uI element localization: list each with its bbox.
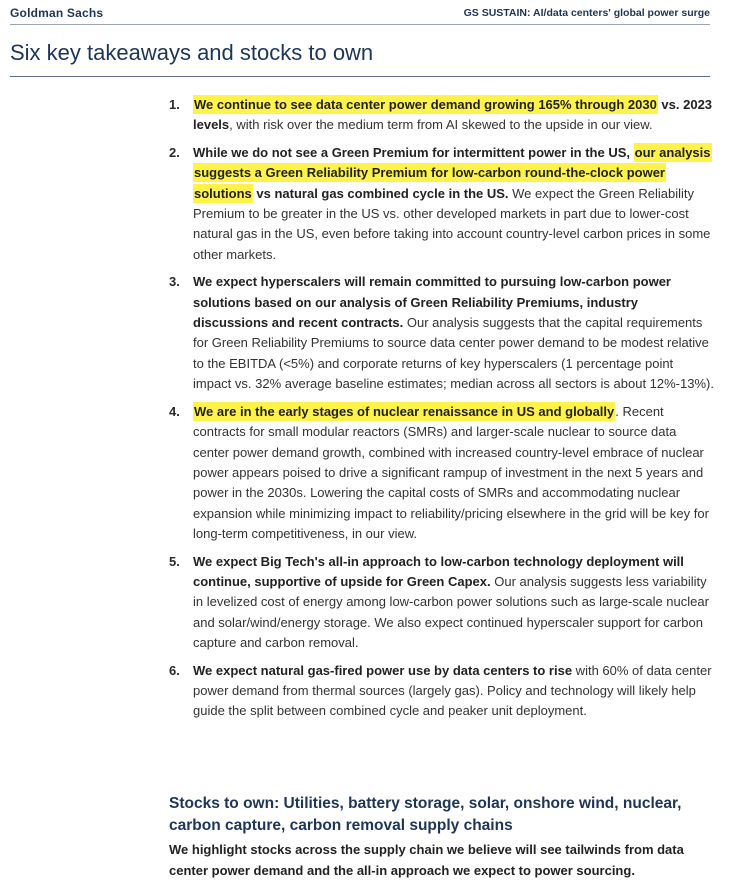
highlighted-text: We continue to see data center power demand growing 165% through 2030 xyxy=(194,97,657,112)
takeaway-body: Our analysis suggests less variability in levelized cost of energy among low-carbon power solutions such as large-scale nuclear and solar/wind/energy storage. We also expect continued hyperscaler support for carbon capture and carbon removal. xyxy=(193,573,709,651)
takeaway-item xyxy=(169,402,714,545)
brand-name: Goldman Sachs xyxy=(10,6,104,20)
takeaway-item xyxy=(169,552,714,654)
title-divider xyxy=(10,76,710,77)
takeaway-lead: We expect hyperscalers will remain committed to pursuing low-carbon power solutions based on our analysis of Green Reliability Premiums, industry discussions and recent contracts. xyxy=(193,274,671,331)
stocks-heading: Stocks to own: Utilities, battery storage, solar, onshore wind, nuclear, carbon capture, carbon removal supply chains xyxy=(169,795,682,834)
takeaway-item xyxy=(169,143,714,265)
page-header xyxy=(10,0,710,25)
takeaway-body: with 60% of data center power demand from thermal sources (largely gas). Policy and technology will likely help guide the split between combined cycle and peaker unit deployment. xyxy=(193,662,712,719)
takeaway-lead-continued: vs natural gas combined cycle in the US. xyxy=(252,185,509,201)
takeaways-list xyxy=(169,95,714,729)
takeaway-body: We expect the Green Reliability Premium to be greater in the US vs. other developed markets in part due to lower-cost natural gas in the US, even before taking into account country-level carbon prices in some other markets. xyxy=(193,185,711,262)
takeaway-number: 2. xyxy=(169,144,180,160)
stocks-section xyxy=(169,793,714,881)
takeaway-body: , with risk over the medium term from AI skewed to the upside in our view. xyxy=(229,117,653,133)
takeaway-lead: We expect Big Tech's all-in approach to low-carbon technology deployment will continue, supportive of upside for Green Capex. xyxy=(193,553,684,589)
stocks-body: We highlight stocks across the supply chain we believe will see tailwinds from data center power demand and the all-in approach we expect to power sourcing. xyxy=(169,842,684,878)
highlighted-text: We are in the early stages of nuclear renaissance in US and globally xyxy=(194,403,615,419)
takeaway-number: 1. xyxy=(169,97,180,112)
page-title: Six key takeaways and stocks to own xyxy=(10,40,374,65)
takeaway-item xyxy=(169,95,714,136)
takeaway-lead: vs. 2023 levels xyxy=(193,97,713,133)
highlighted-text: our analysis suggests a Green Reliability Premium for low-carbon round-the-clock power solutions xyxy=(194,144,711,201)
takeaway-body: Our analysis suggests that the capital requirements for Green Reliability Premiums to source data center power demand to be modest relative to the EBITDA (<5%) and corporate returns of key hyperscalers (1 percentage point impact vs. 32% average baseline estimates; median across all sectors is about 12%-13%). xyxy=(193,315,714,392)
takeaway-number: 6. xyxy=(169,662,180,678)
takeaway-item xyxy=(169,661,714,722)
takeaway-body: . Recent contracts for small modular reactors (SMRs) and larger-scale nuclear to source data center power demand growth, combined with increased country-level embrace of nuclear power appears poised to drive a significant rampup of investment in the next 5 years and power in the 2030s. Lowering the capital costs of SMRs and accommodating nuclear expansion while minimizing impact to reliability/pricing elsewhere in the grid will be key for long-term competitiveness, in our view. xyxy=(193,403,709,542)
takeaway-lead: While we do not see a Green Premium for intermittent power in the US, xyxy=(193,144,634,160)
takeaway-number: 3. xyxy=(169,274,180,290)
report-tag: GS SUSTAIN: AI/data centers' global power surge xyxy=(463,7,710,19)
takeaway-number: 5. xyxy=(169,553,180,569)
takeaway-lead: We expect natural gas-fired power use by data centers to rise xyxy=(193,662,573,678)
takeaway-number: 4. xyxy=(169,403,180,419)
takeaway-item xyxy=(169,272,714,394)
